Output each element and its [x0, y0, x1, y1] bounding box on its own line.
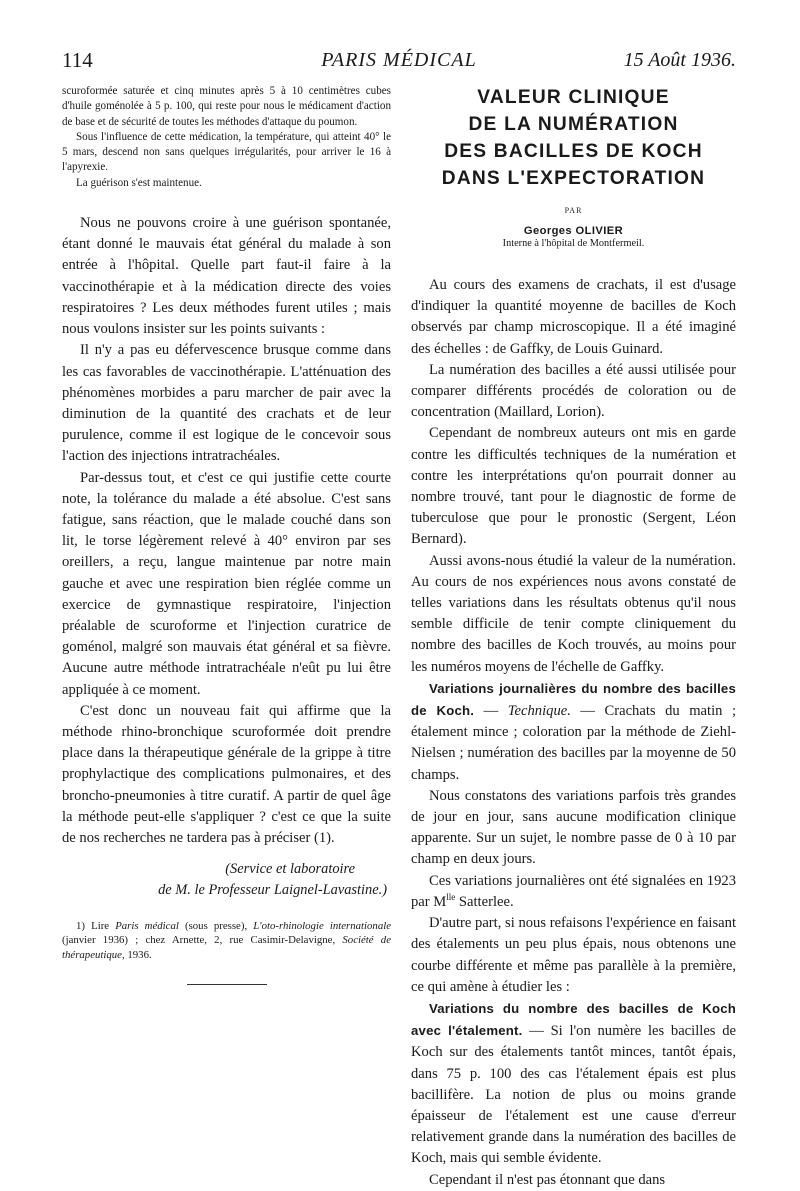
footnotes — [62, 919, 391, 962]
body-paragraph: La numération des bacilles a été aussi utilisée pour comparer différents procédés de coloration ou de concentration (Maillard, Lorion). — [411, 361, 736, 421]
body-paragraph: C'est donc un nouveau fait qui affirme que la méthode rhino-bronchique scuroformée doit prendre place dans la thérapeutique générale de la grippe à titre prophylactique des complications pulmonaires, et des broncho-pneumonies à titre curatif. A partir de quel âge la méthode peut-elle s'appliquer ? c'est ce que la suite de nos recherches ne tardera pas à préciser (1). — [62, 702, 391, 846]
right-column — [411, 84, 736, 1191]
by-line: PAR — [564, 206, 583, 215]
footnote-text: (sous presse), — [178, 920, 254, 933]
case-report-end — [62, 84, 391, 191]
article-title — [411, 84, 736, 192]
body-paragraph: Il n'y a pas eu défervescence brusque comme dans les cas favorables de vaccinothérapie. L'atténuation des phénomènes morbides a paru marcher de pair avec la diminution de la quantité des crachats et de leur purulence, comme il est logique de le concevoir sous l'action des injections intratrachéales. — [62, 342, 391, 465]
footnote-text: (janvier 1936) ; chez Arnette, 2, rue Casimir-Delavigne, — [62, 934, 343, 947]
body-paragraph: Par-dessus tout, et c'est ce qui justifie cette courte note, la tolérance du malade a été absolue. C'est sans fatigue, sans réaction, que le malade couché dans son lit, le torse légèrement relevé à 40° environ par ses oreillers, a reçu, langue maintenue par notre main gauche et avec une respiration bien réglée comme un exercice de gymnastique respiratoire, l'injection préalable de scuroforme et l'injection curatrice de goménol, malgré son mauvais état général et sa fièvre. Aucune autre méthode intratrachéale n'eût pu lui être appliquée à ce moment. — [62, 469, 391, 698]
footnote-text: 1) Lire — [76, 920, 116, 933]
case-paragraph: scuroformée saturée et cinq minutes après 5 à 10 centimètres cubes d'huile goménolée à 5 p. 100, qui reste pour nous le médicament d'action de base et de sécurité de toutes les méthodes d'attaque du poumon. — [62, 85, 391, 128]
section-text: — Crachats du matin ; étalement mince ; coloration par la méthode de Ziehl-Nielsen ; numération des bacilles par la moyenne de 50 champs. — [411, 703, 736, 783]
title-line: VALEUR CLINIQUE — [477, 87, 670, 108]
discussion — [62, 213, 391, 849]
superscript: lle — [446, 892, 456, 903]
footnote-journal: Paris médical — [115, 920, 179, 933]
title-line: DES BACILLES DE KOCH — [444, 141, 703, 162]
section-heading: Variations journalières du nombre des bacilles de Koch. — [411, 680, 736, 719]
body-paragraph: Cependant de nombreux auteurs ont mis en garde contre les difficultés techniques de la numération et contre les interprétations qu'on pourrait donner au nombre trouvé, tant pour le diagnostic de forme de tuberculose que pour le pronostic (Sergent, Léon Bernard). — [411, 425, 736, 548]
left-column — [62, 84, 391, 985]
running-head — [62, 44, 736, 76]
case-paragraph: Sous l'influence de cette médication, la température, qui atteint 40° le 5 mars, descend non sans quelques irrégularités, pour arriver le 16 à l'apyrexie. — [62, 130, 391, 174]
page-number: 114 — [62, 48, 93, 72]
end-rule — [187, 984, 267, 985]
footnote-text: , 1936. — [121, 948, 152, 961]
body-paragraph — [411, 871, 736, 913]
author-name: Georges OLIVIER — [523, 225, 624, 237]
section-paragraph — [411, 998, 736, 1170]
article-body — [411, 275, 736, 1191]
case-paragraph: La guérison s'est maintenue. — [76, 176, 202, 189]
service-affiliation — [62, 859, 391, 901]
body-paragraph: Aussi avons-nous étudié la valeur de la numération. Au cours de nos expériences nous avons constaté de telles variations dans les résultats obtenus qu'il nous semble difficile de tenir compte cliniquement du nombre des bacilles de Koch trouvés, au moins pour les numéros moyens de l'échelle de Gaffky. — [411, 552, 736, 675]
body-paragraph: Nous constatons des variations parfois très grandes de jour en jour, sans aucune modification clinique apparente. Sur un sujet, le nombre passe de 0 à 10 par champ en deux jours. — [411, 787, 736, 868]
footnote-journal: Société de thérapeutique — [62, 934, 391, 961]
section-heading: Variations du nombre des bacilles de Koch avec l'étalement. — [411, 1000, 736, 1039]
technique-label: Technique. — [507, 703, 571, 720]
body-paragraph: D'autre part, si nous refaisons l'expérience en faisant des étalements un peu plus épais, nous obtenons une courbe différente et même pas parallèle à la première, ce qui amène à étudier les : — [411, 915, 736, 995]
section-paragraph — [411, 678, 736, 786]
issue-date: 15 Août 1936. — [623, 49, 736, 71]
footnote-journal: L'oto-rhinologie internationale — [253, 920, 392, 933]
section-text: — Si l'on numère les bacilles de Koch sur des étalements tantôt minces, tantôt épais, dans 75 p. 100 des cas l'étalement épais est plus bacillifère. La notion de plus ou moins grande épaisseur de l'étalement est une cause d'erreur relativement grande dans la numération des bacilles de Koch, mais qui semble évidente. — [411, 1023, 736, 1167]
body-paragraph: Cependant il n'est pas étonnant que dans — [429, 1171, 666, 1188]
title-line: DE LA NUMÉRATION — [468, 114, 679, 135]
dash: — — [474, 703, 508, 720]
footnote — [62, 919, 391, 962]
text-span: Satterlee. — [455, 893, 514, 910]
text-span: Ces variations journalières ont été signalées en 1923 par M — [411, 872, 736, 910]
body-paragraph: Nous ne pouvons croire à une guérison spontanée, étant donné le mauvais état général du malade à son entrée à l'hôpital. Quelle part faut-il faire à la vaccinothérapie et à la médication directe des voies respiratoires ? Les deux méthodes furent utiles ; mais nous voulons insister sur les points suivants : — [62, 215, 391, 338]
title-line: DANS L'EXPECTORATION — [441, 168, 706, 189]
affiliation-line: de M. le Professeur Laignel-Lavastine.) — [158, 882, 387, 899]
affiliation-line: (Service et laboratoire — [225, 861, 355, 878]
body-paragraph: Au cours des examens de crachats, il est d'usage d'indiquer la quantité moyenne de bacilles de Koch observés par champ microscopique. Il a été imaginé des échelles : de Gaffky, de Louis Guinard. — [411, 277, 736, 357]
journal-title: PARIS MÉDICAL — [321, 49, 477, 71]
author-affiliation: Interne à l'hôpital de Montfermeil. — [502, 238, 645, 249]
